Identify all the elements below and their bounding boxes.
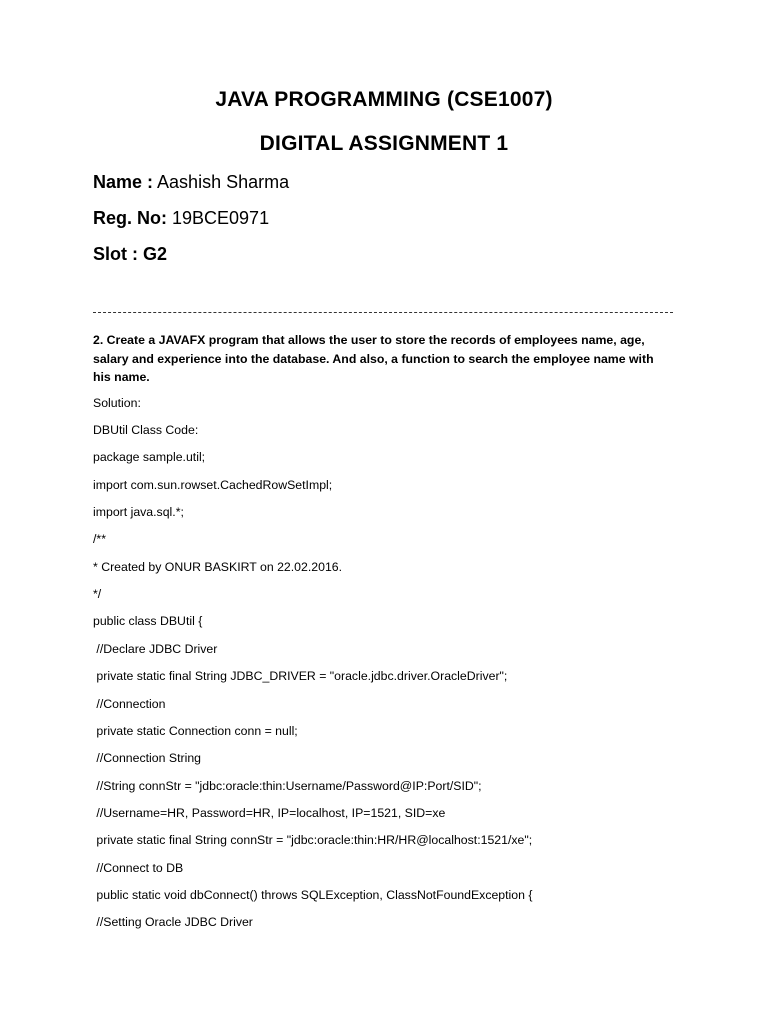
code-line: private static final String connStr = "jdbc:oracle:thin:HR/HR@localhost:1521/xe"; (93, 833, 533, 847)
code-line: //Setting Oracle JDBC Driver (93, 915, 253, 929)
registration-number-field (93, 208, 269, 229)
solution-label: Solution: (93, 396, 141, 410)
code-line: * Created by ONUR BASKIRT on 22.02.2016. (93, 560, 343, 574)
document-title: JAVA PROGRAMMING (CSE1007) (215, 88, 553, 111)
code-line: //Declare JDBC Driver (93, 642, 218, 656)
code-line: import java.sql.*; (93, 505, 184, 519)
code-line: package sample.util; (93, 450, 206, 464)
reg-label: Reg. No: (93, 208, 167, 228)
code-line: /** (93, 532, 106, 546)
code-line: //Connection String (93, 751, 202, 765)
student-name-field (93, 172, 289, 193)
document-subtitle: DIGITAL ASSIGNMENT 1 (259, 132, 509, 155)
code-line: public class DBUtil { (93, 614, 203, 628)
dashed-divider (93, 312, 673, 313)
code-line: //Connection (93, 697, 166, 711)
code-line: public static void dbConnect() throws SQLException, ClassNotFoundException { (93, 888, 533, 902)
code-line: import com.sun.rowset.CachedRowSetImpl; (93, 478, 333, 492)
code-line: */ (93, 587, 102, 601)
code-line: //Username=HR, Password=HR, IP=localhost, IP=1521, SID=xe (93, 806, 446, 820)
code-line: private static Connection conn = null; (93, 724, 298, 738)
question-text: 2. Create a JAVAFX program that allows the user to store the records of employees name, age, salary and experience into the database. And also, a function to search the employee name with his name. (93, 333, 654, 384)
reg-value: 19BCE0971 (167, 208, 270, 228)
code-line: //String connStr = "jdbc:oracle:thin:Username/Password@IP:Port/SID"; (93, 779, 482, 793)
code-line: //Connect to DB (93, 861, 184, 875)
name-value: Aashish Sharma (153, 172, 290, 192)
slot-field (93, 244, 167, 265)
code-line: private static final String JDBC_DRIVER = "oracle.jdbc.driver.OracleDriver"; (93, 669, 508, 683)
slot-label: Slot : G2 (93, 244, 168, 264)
name-label: Name : (93, 172, 154, 192)
class-heading: DBUtil Class Code: (93, 423, 199, 437)
